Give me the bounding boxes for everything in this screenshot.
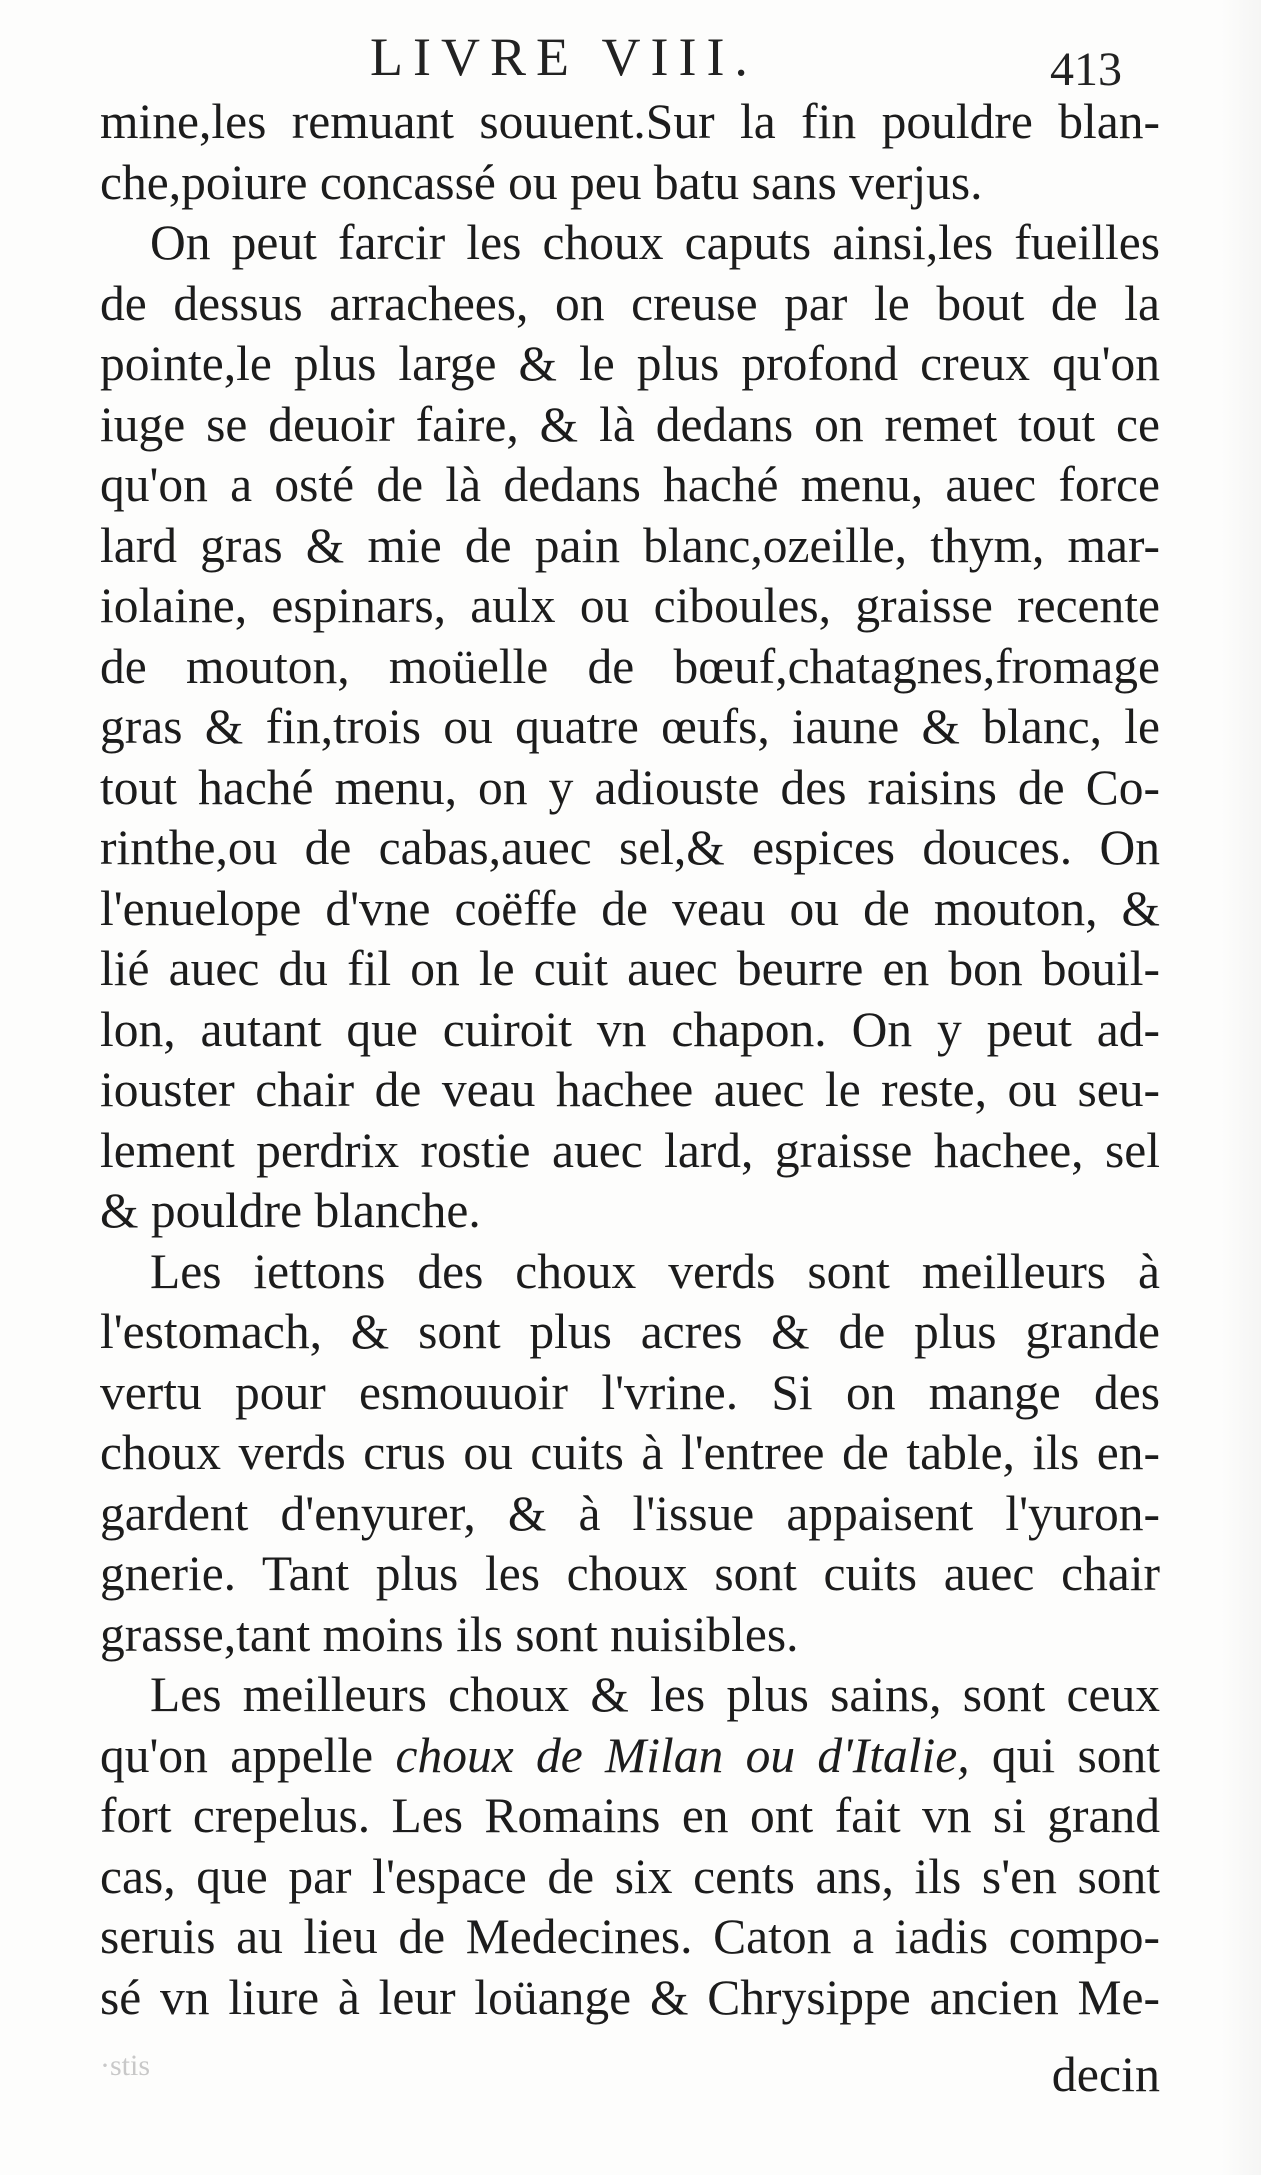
text-line: iuge se deuoir faire, & là dedans on remet tout ce — [100, 396, 1160, 452]
text-line: mine,les remuant souuent.Sur la fin pouldre blan- — [100, 94, 1160, 149]
text-line: lard gras & mie de pain blanc,ozeille, thym, mar- — [100, 517, 1160, 573]
text-line: On peut farcir les choux caputs ainsi,les fueilles — [150, 215, 1160, 270]
text-line: lement perdrix rostie auec lard, graisse hachee, sel — [100, 1122, 1160, 1178]
text-line: Les meilleurs choux & les plus sains, sont ceux — [150, 1667, 1160, 1722]
text-line-start: qu'on appelle — [100, 1727, 396, 1783]
text-line: tout haché menu, on y adiouste des raisins de Co- — [100, 759, 1160, 815]
text-line: iouster chair de veau hachee auec le reste, ou seu- — [100, 1062, 1160, 1117]
text-line: sé vn liure à leur loüange & Chrysippe ancien Me- — [100, 1969, 1160, 2025]
text-line: choux verds crus ou cuits à l'entree de table, ils en- — [100, 1425, 1160, 1480]
running-head: LIVRE VIII. — [370, 27, 758, 87]
text-line: pointe,le plus large & le plus profond creux qu'on — [100, 336, 1160, 391]
text-line: gardent d'enyurer, & à l'issue appaisent l'yuron- — [100, 1485, 1160, 1541]
page-header — [0, 18, 1261, 98]
text-line: vertu pour esmouuoir l'vrine. Si on mange des — [100, 1364, 1160, 1420]
text-line: l'enuelope d'vne coëffe de veau ou de mouton, & — [100, 880, 1160, 936]
text-line: de mouton, moüelle de bœuf,chatagnes,fromage — [100, 638, 1160, 694]
text-line: lon, autant que cuiroit vn chapon. On y peut ad- — [100, 1001, 1160, 1057]
bleed-through-text: ·stis — [100, 2049, 151, 2082]
text-line-with-italic — [100, 1726, 1160, 1787]
text-line-end: qui sont — [969, 1727, 1160, 1783]
text-line: lié auec du fil on le cuit auec beurre en bon bouil- — [100, 941, 1160, 996]
text-line: cas, que par l'espace de six cents ans, ils s'en sont — [100, 1848, 1160, 1904]
text-line: iolaine, espinars, aulx ou ciboules, graisse recente — [100, 578, 1160, 633]
text-line: Les iettons des choux verds sont meilleurs à — [150, 1243, 1160, 1299]
catchword: decin — [1051, 2046, 1160, 2102]
italic-phrase: choux de Milan ou d'Italie, — [395, 1727, 970, 1783]
text-line: grasse,tant moins ils sont nuisibles. — [100, 1606, 799, 1662]
text-line: qu'on a osté de là dedans haché menu, auec force — [100, 457, 1160, 512]
page-number: 413 — [1050, 43, 1122, 96]
page-footer — [100, 2045, 1160, 2105]
text-line: gnerie. Tant plus les choux sont cuits auec chair — [100, 1546, 1160, 1601]
text-line: seruis au lieu de Medecines. Caton a iadis compo- — [100, 1909, 1160, 1964]
text-line: che,poiure concassé ou peu batu sans verjus. — [100, 154, 983, 210]
text-line: gras & fin,trois ou quatre œufs, iaune & blanc, le — [100, 699, 1160, 754]
text-line: rinthe,ou de cabas,auec sel,& espices douces. On — [100, 820, 1160, 875]
text-line: fort crepelus. Les Romains en ont fait vn si grand — [100, 1788, 1160, 1843]
body-text — [100, 92, 1160, 2028]
text-line: de dessus arrachees, on creuse par le bout de la — [100, 275, 1160, 331]
text-line: & pouldre blanche. — [100, 1183, 481, 1238]
text-line: l'estomach, & sont plus acres & de plus grande — [100, 1304, 1160, 1359]
